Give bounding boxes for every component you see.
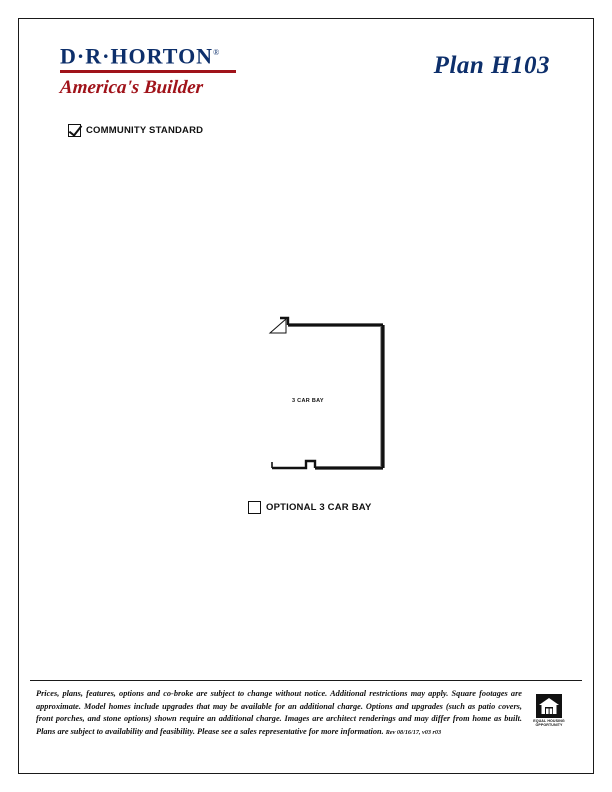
brand-name xyxy=(60,42,250,67)
floor-plan-drawing xyxy=(258,310,398,485)
footer-disclaimer xyxy=(36,688,522,739)
option-label: COMMUNITY STANDARD xyxy=(86,125,204,136)
page-title: Plan H103 xyxy=(433,52,550,79)
registered-mark: ® xyxy=(213,48,221,57)
footer-divider xyxy=(30,680,582,681)
revision-code: Rev 08/16/17, v03 r03 xyxy=(385,728,442,736)
checkbox-checked-icon[interactable] xyxy=(68,124,81,137)
eho-line-2: OPPORTUNITY xyxy=(535,723,563,728)
disclaimer-text: Prices, plans, features, options and co-broke are subject to change without notice. Additional restrictions may apply. Square footages are approximate. Model homes include upgrades that may be available for an additional charge. Options and upgrades (such as patio covers, front porches, and stone options) shown require an additional charge. Images are architect renderings and may differ from home as built. Plans are subject to availability and feasibility. Please see a sales representative for more information. xyxy=(36,689,522,736)
dr-horton-logo xyxy=(60,42,250,100)
logo-divider xyxy=(60,70,236,73)
equal-housing-text xyxy=(526,719,572,728)
brand-name-text: D·R·HORTON xyxy=(60,43,214,69)
option-label: OPTIONAL 3 CAR BAY xyxy=(266,502,372,513)
eho-line-1: EQUAL HOUSING xyxy=(533,719,565,723)
option-optional-3-car-bay[interactable] xyxy=(248,501,371,514)
equal-housing-icon xyxy=(536,694,562,718)
checkbox-unchecked-icon[interactable] xyxy=(248,501,261,514)
option-community-standard[interactable] xyxy=(68,124,203,137)
room-label: 3 CAR BAY xyxy=(292,398,324,404)
brand-tagline: America's Builder xyxy=(59,76,204,98)
equal-housing-opportunity-logo xyxy=(526,694,572,728)
